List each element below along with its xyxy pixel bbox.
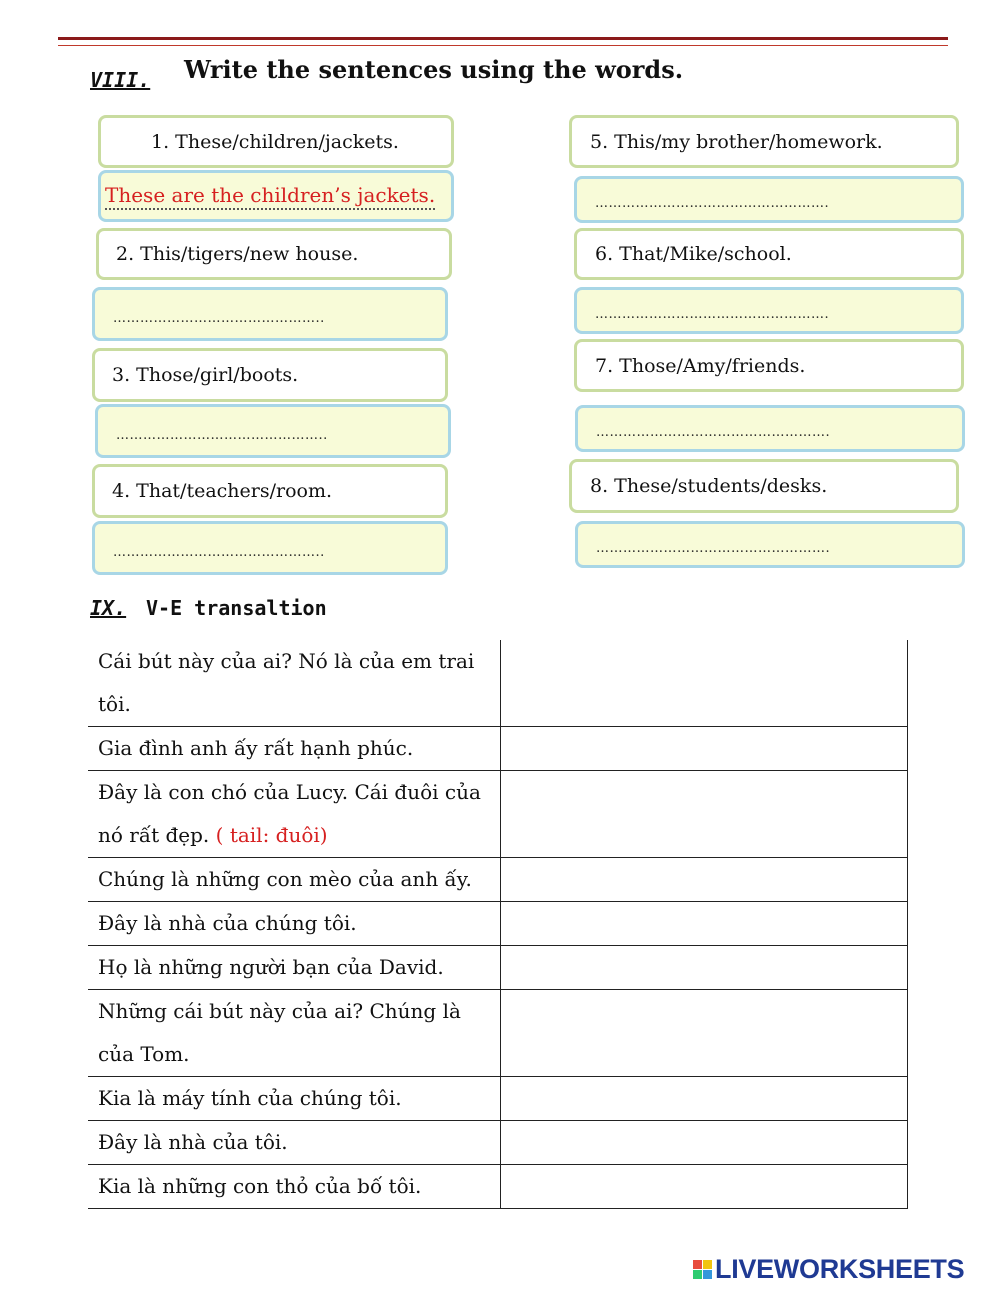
answer-3-field[interactable]: ……………………………………….. [95, 404, 451, 458]
translation-cell-9[interactable] [501, 1121, 908, 1165]
translation-cell-8[interactable] [501, 1077, 908, 1121]
translation-cell-4[interactable] [501, 858, 908, 902]
prompt-7: 7. Those/Amy/friends. [574, 339, 964, 392]
vietnamese-sentence-7: Những cái bút này của ai? Chúng là của Tom. [88, 990, 501, 1077]
table-row [88, 1077, 908, 1121]
answer-2-field[interactable]: ……………………………………….. [92, 287, 448, 341]
prompt-1: 1. These/children/jackets. [98, 115, 454, 168]
vietnamese-sentence-1: Cái bút này của ai? Nó là của em trai tôi. [88, 640, 501, 727]
answer-8-field[interactable]: ……………………………………………. [575, 521, 965, 568]
section-9-title: V-E transaltion [146, 596, 327, 620]
vietnamese-sentence-5: Đây là nhà của chúng tôi. [88, 902, 501, 946]
logo-tile [703, 1270, 712, 1279]
table-row [88, 727, 908, 771]
translation-cell-2[interactable] [501, 727, 908, 771]
example-answer-text: These are the children’s jackets. [105, 183, 435, 210]
translation-table [88, 640, 908, 1209]
brand-name: LIVEWORKSHEETS [715, 1254, 965, 1284]
vietnamese-sentence-4: Chúng là những con mèo của anh ấy. [88, 858, 501, 902]
table-row [88, 640, 908, 727]
translation-cell-7[interactable] [501, 990, 908, 1077]
logo-tile [693, 1260, 702, 1269]
logo-tile [703, 1260, 712, 1269]
translation-cell-6[interactable] [501, 946, 908, 990]
prompt-4: 4. That/teachers/room. [92, 464, 448, 518]
section-8-title: Write the sentences using the words. [184, 55, 684, 84]
answer-5-field[interactable]: ……………………………………………. [574, 176, 964, 223]
prompt-8: 8. These/students/desks. [569, 459, 959, 513]
table-row [88, 1165, 908, 1209]
vietnamese-sentence-9: Đây là nhà của tôi. [88, 1121, 501, 1165]
vietnamese-sentence-6: Họ là những người bạn của David. [88, 946, 501, 990]
translation-cell-5[interactable] [501, 902, 908, 946]
section-9-number: IX. [90, 596, 127, 620]
prompt-2: 2. This/tigers/new house. [96, 228, 452, 280]
vietnamese-sentence-2: Gia đình anh ấy rất hạnh phúc. [88, 727, 501, 771]
liveworksheets-logo-icon [693, 1260, 712, 1279]
logo-tile [693, 1270, 702, 1279]
vietnamese-sentence-10: Kia là những con thỏ của bố tôi. [88, 1165, 501, 1209]
top-divider [58, 37, 948, 46]
table-row [88, 946, 908, 990]
vocabulary-hint: ( tail: đuôi) [215, 823, 328, 847]
answer-7-field[interactable]: ……………………………………………. [575, 405, 965, 452]
vietnamese-sentence-8: Kia là máy tính của chúng tôi. [88, 1077, 501, 1121]
table-row [88, 990, 908, 1077]
prompt-6: 6. That/Mike/school. [574, 228, 964, 280]
answer-6-field[interactable]: ……………………………………………. [574, 287, 964, 334]
translation-cell-10[interactable] [501, 1165, 908, 1209]
table-row [88, 771, 908, 858]
translation-cell-1[interactable] [501, 640, 908, 727]
translation-cell-3[interactable] [501, 771, 908, 858]
answer-4-field[interactable]: ……………………………………….. [92, 521, 448, 575]
answer-1-example [98, 170, 454, 222]
vietnamese-sentence-3 [88, 771, 501, 858]
table-row [88, 858, 908, 902]
table-row [88, 902, 908, 946]
table-row [88, 1121, 908, 1165]
prompt-3: 3. Those/girl/boots. [92, 348, 448, 402]
liveworksheets-brand [693, 1254, 964, 1285]
sentence-3-text: Đây là con chó của Lucy. Cái đuôi của nó rất đẹp. [98, 780, 481, 847]
prompt-5: 5. This/my brother/homework. [569, 115, 959, 168]
section-8-number: VIII. [90, 68, 151, 92]
